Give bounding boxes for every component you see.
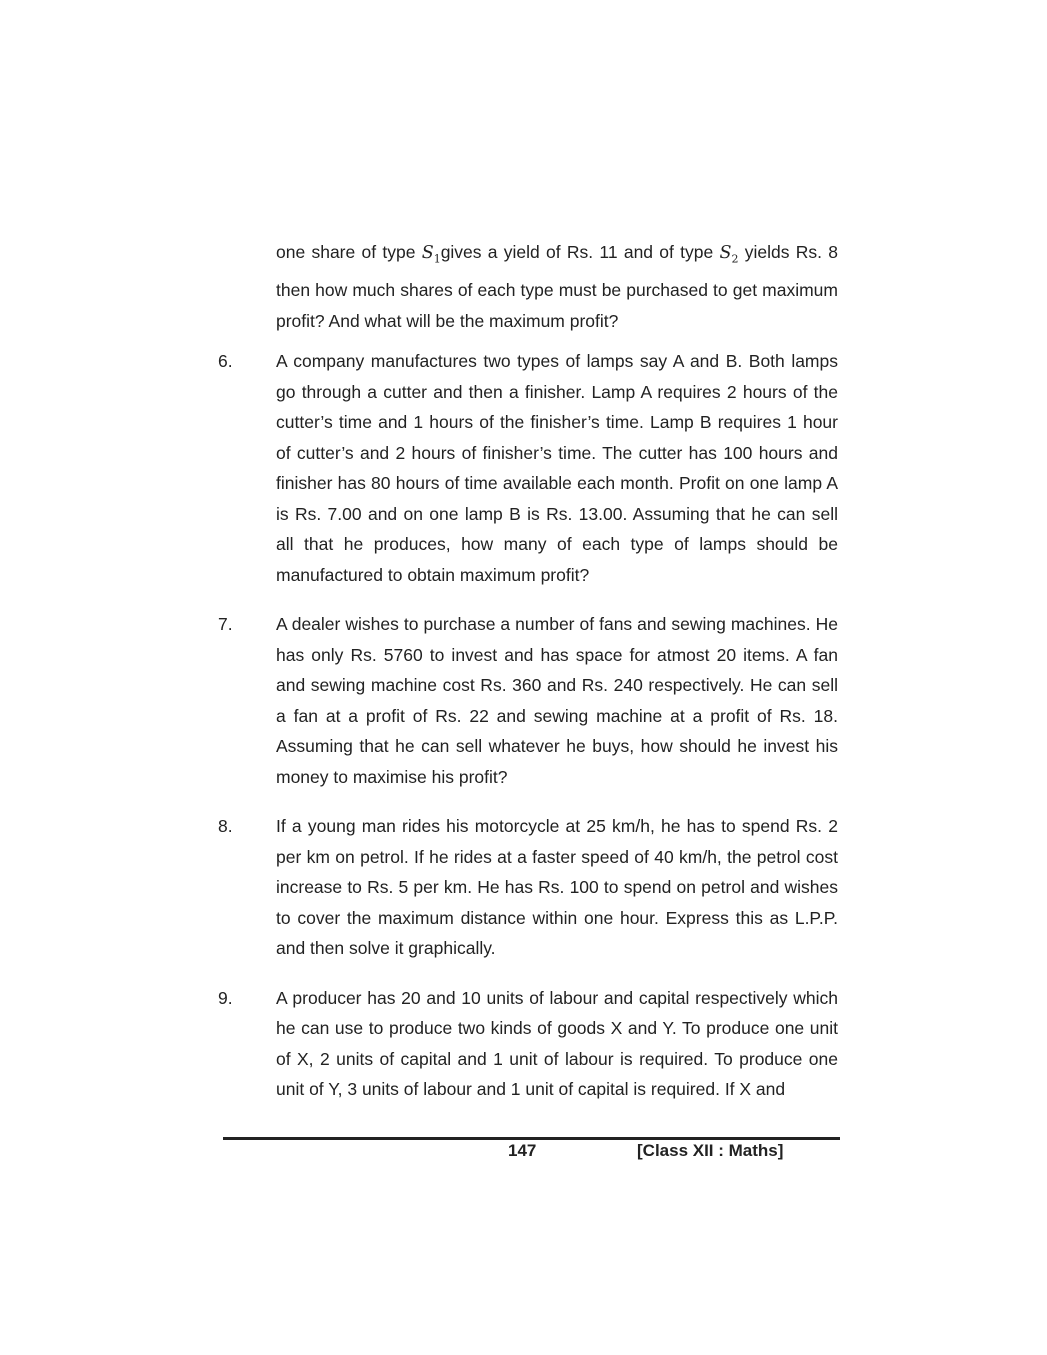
question-number: 6. bbox=[218, 351, 233, 371]
intro-text-middle: gives a yield of Rs. 11 and of type bbox=[440, 242, 720, 262]
question-text: A company manufactures two types of lamps say A and B. Both lamps go through a cutter and then a finisher. Lamp A requires 2 hours of the cutter’s time and 1 hours of the finisher’s time. Lamp B requires 1 hour of cutter’s and 2 hours of finisher’s time. The cutter has 100 hours and finisher has 80 hours of time available each month. Profit on one lamp A is Rs. 7.00 and on one lamp B is Rs. 13.00. Assuming that he can sell all that he produces, how many of each type of lamps should be manufactured to obtain maximum profit? bbox=[276, 351, 838, 585]
intro-text-end: yields Rs. 8 then how much shares of each type must be purchased to get maximum profit? And what will be the maximum profit? bbox=[276, 242, 838, 331]
question-number: 9. bbox=[218, 987, 233, 1008]
question-text: A producer has 20 and 10 units of labour and capital respectively which he can use to produce two kinds of goods X and Y. To produce one unit of X, 2 units of capital and 1 unit of labour is required. To produce one unit of Y, 3 units of labour and 1 unit of capital is required. If X and bbox=[276, 987, 838, 1099]
question-number: 8. bbox=[218, 816, 233, 836]
math-s2 bbox=[719, 243, 739, 266]
math-s2-subscript: 2 bbox=[731, 252, 739, 266]
page-content bbox=[218, 237, 838, 1105]
question-number: 7. bbox=[218, 614, 233, 634]
footer-divider bbox=[223, 1137, 840, 1140]
question-9 bbox=[218, 983, 838, 1105]
footer-label: [Class XII : Maths] bbox=[637, 1141, 784, 1160]
question-6 bbox=[218, 346, 838, 590]
intro-text-start: one share of type bbox=[276, 242, 422, 262]
math-s1 bbox=[421, 243, 441, 266]
question-text: A dealer wishes to purchase a number of fans and sewing machines. He has only Rs. 5760 to invest and has space for atmost 20 items. A fan and sewing machine cost Rs. 360 and Rs. 240 respectively. He can sell a fan at a profit of Rs. 22 and sewing machine at a profit of Rs. 18. Assuming that he can sell whatever he buys, how should he invest his money to maximise his profit? bbox=[276, 614, 838, 787]
question-text: If a young man rides his motorcycle at 25 km/h, he has to spend Rs. 2 per km on petrol. If he rides at a faster speed of 40 km/h, the petrol cost increase to Rs. 5 per km. He has Rs. 100 to spend on petrol and wishes to cover the maximum distance within one hour. Express this as L.P.P. and then solve it graphically. bbox=[276, 816, 838, 958]
question-7 bbox=[218, 609, 838, 792]
math-s1-subscript: 1 bbox=[433, 252, 441, 266]
math-s1-letter: S bbox=[421, 243, 434, 263]
math-s2-letter: S bbox=[719, 243, 732, 263]
question-8 bbox=[218, 811, 838, 964]
continued-paragraph bbox=[276, 237, 838, 336]
page-number: 147 bbox=[508, 1141, 537, 1160]
